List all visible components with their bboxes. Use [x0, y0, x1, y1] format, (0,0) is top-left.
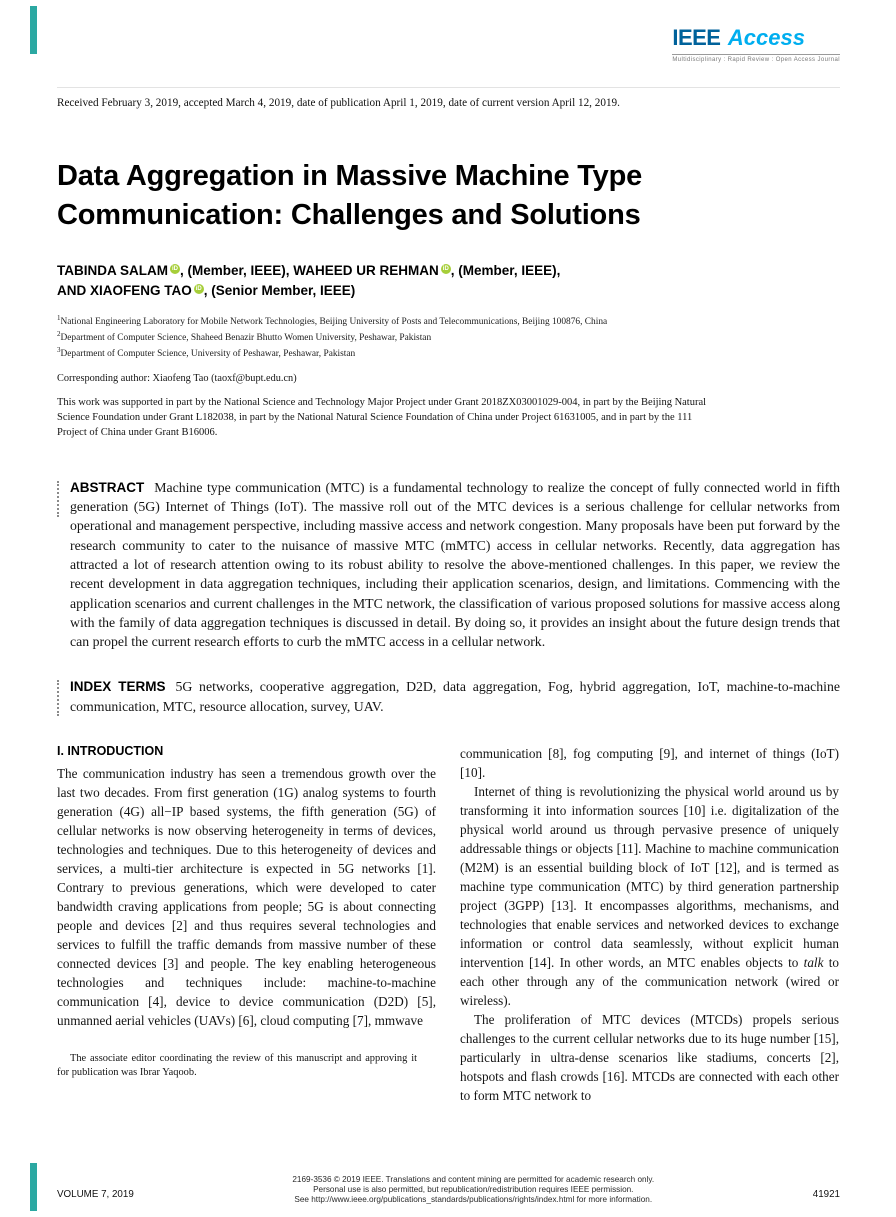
author-role-3: , (Senior Member, IEEE)	[203, 283, 356, 298]
journal-masthead	[57, 0, 840, 63]
affiliation-3-sup: 3	[57, 345, 61, 354]
affiliation-2	[57, 329, 840, 345]
affiliation-1-sup: 1	[57, 314, 61, 322]
orcid-icon: iD	[172, 266, 178, 272]
author-name-3: XIAOFENG TAO	[90, 283, 192, 298]
affiliation-3-text: Department of Computer Science, University of Peshawar, Peshawar, Pakistan	[60, 348, 356, 359]
affiliation-3	[57, 345, 840, 361]
page-edge-marker-top	[30, 6, 37, 54]
intro-right-paragraph-2-italic: talk	[803, 955, 824, 971]
orcid-icon: iD	[195, 286, 202, 292]
affiliation-2-text: Department of Computer Science, Shaheed Benazir Bhutto Women University, Peshawar, Pakistan	[60, 333, 432, 344]
abstract-text: Machine type communication (MTC) is a fundamental technology to realize the concept of fully connected world in fifth generation (5G) Internet of Things (IoT). The massive roll out of the MTC devices is a serious challenge for cellular networks from operational and management perspective, including massive access and network congestion. Many proposals have been put forward by the research community to cater to the nuisance of massive MTC (mMTC) access in cellular networks. Recently, data aggregation has attracted a lot of research attention owing to its robust ability to resolve the above-mentioned challenges. In this paper, we review the recent development in data aggregation techniques, including their application scenarios, design, and limitations. Commencing with the application scenarios and current challenges in the MTC network, the classification of various proposed solutions for massive access along with the family of data aggregation techniques is discussed in detail. By doing so, it provides an insight about the future design trends that can propel the current research efforts to curb the mMTC access in a cellular network.	[70, 479, 840, 650]
access-wordmark: Access	[727, 25, 805, 50]
author-role-1: , (Member, IEEE),	[180, 263, 294, 278]
footer-license-line-2: Personal use is also permitted, but republication/redistribution requires IEEE permission.	[313, 1185, 634, 1194]
intro-right-paragraph-2-post: to each other through any of the communication network (wired or wireless).	[460, 955, 839, 1009]
author-name-1: TABINDA SALAM	[57, 263, 168, 278]
intro-right-paragraph-2-pre: Internet of thing is revolutionizing the physical world around us by transforming it into information sources [10] i.e. digitalization of the physical world around us through pervasive presence of uniquely addressable things or objects [11]. Machine to machine communication (M2M) is an essential building block of IoT [12], and is termed as machine type communication (MTC) by third generation partnership project (3GPP) [13]. It encompasses algorithms, mechanisms, and technologies that enable services and networked devices to exchange information or control data seamlessly, without explicit human intervention [14]. In other words, an MTC enables objects to	[460, 784, 839, 971]
header-rule	[57, 87, 840, 88]
intro-right-paragraph-2	[460, 782, 839, 1010]
affiliations-list	[57, 313, 840, 361]
abstract-paragraph	[70, 478, 840, 652]
intro-right-paragraph-3: The proliferation of MTC devices (MTCDs) propels serious challenges to the current cellular networks due to its huge number [15], particularly in ultra-dense scenarios like stadiums, concerts [2], hotspots and flash crowds [16]. MTCDs are connected with each other to form MTC network to	[460, 1012, 839, 1104]
footer-license-line-3: See http://www.ieee.org/publications_standards/publications/rights/index.html for more information.	[294, 1195, 653, 1204]
index-terms-label: INDEX TERMS	[70, 679, 166, 695]
two-column-body	[57, 744, 840, 1105]
right-column	[460, 744, 839, 1105]
footer-page-number: 41921	[812, 1189, 840, 1200]
index-terms-text: 5G networks, cooperative aggregation, D2D, data aggregation, Fog, hybrid aggregation, IoT, machine-to-machine communication, MTC, resource allocation, survey, UAV.	[70, 679, 840, 714]
journal-tagline: Multidisciplinary : Rapid Review : Open Access Journal	[672, 54, 840, 63]
received-line: Received February 3, 2019, accepted March 4, 2019, date of publication April 1, 2019, date of current version April 12, 2019.	[57, 97, 620, 109]
orcid-icon: iD	[442, 266, 449, 272]
ieee-access-logo	[672, 26, 840, 63]
intro-left-paragraph: The communication industry has seen a tremendous growth over the last two decades. From first generation (1G) analog systems to fourth generation (4G) all−IP based systems, the fifth generation (5G) of cellular networks is now observing heterogeneity in terms of devices, technologies and techniques. Due to this heterogeneity of devices and services, a multi-tier architecture is expected in 5G networks [1]. Contrary to previous generations, which were developed to cater bandwidth craving applications from people; 5G is about connecting people and devices [2] and thus requires several technologies and services to fulfill the traffic demands from massive number of these connected devices [3] and people. The key enabling heterogeneous technologies and techniques include: machine-to-machine communication [4], device to device communication (D2D) [5], unmanned aerial vehicles (UAVs) [6], cloud computing [7], mmwave	[57, 766, 436, 1029]
intro-right-paragraph-1: communication [8], fog computing [9], and internet of things (IoT) [10].	[460, 746, 839, 781]
left-column	[57, 744, 436, 1105]
logo-wordmark	[672, 26, 840, 53]
index-terms-paragraph	[70, 677, 840, 716]
affiliation-1	[57, 313, 840, 329]
authors-line	[57, 261, 737, 301]
paper-title: Data Aggregation in Massive Machine Type Communication: Challenges and Solutions	[57, 160, 643, 231]
ieee-wordmark: IEEE	[672, 25, 721, 50]
footer-volume: VOLUME 7, 2019	[57, 1189, 134, 1200]
abstract-section	[57, 478, 840, 652]
funding-statement: This work was supported in part by the National Science and Technology Major Project under Grant 2018ZX03001029-004, in part by the Beijing Natural Science Foundation under Grant L182038, in part by the National Natural Science Foundation of China under Project 61631005, and in part by the 111 Project of China under Grant B16006.	[57, 396, 707, 438]
section-heading-introduction: I. INTRODUCTION	[57, 744, 164, 759]
index-terms-section	[57, 677, 840, 716]
page-edge-marker-bottom	[30, 1163, 37, 1211]
page-footer	[57, 1175, 840, 1205]
abstract-label: ABSTRACT	[70, 479, 145, 495]
associate-editor-footnote: The associate editor coordinating the review of this manuscript and approving it for publication was Ibrar Yaqoob.	[57, 1053, 417, 1079]
author-prefix-3: AND	[57, 283, 90, 298]
corresponding-author-line: Corresponding author: Xiaofeng Tao (taoxf@bupt.edu.cn)	[57, 372, 297, 384]
affiliation-1-text: National Engineering Laboratory for Mobile Network Technologies, Beijing University of Posts and Telecommunications, Beijing 100876, China	[60, 317, 608, 328]
author-name-2: WAHEED UR REHMAN	[293, 263, 439, 278]
author-role-2: , (Member, IEEE),	[450, 263, 561, 278]
affiliation-2-sup: 2	[57, 329, 61, 338]
footer-license-block	[134, 1175, 813, 1205]
footer-license-line-1: 2169-3536 © 2019 IEEE. Translations and content mining are permitted for academic research only.	[292, 1175, 655, 1184]
